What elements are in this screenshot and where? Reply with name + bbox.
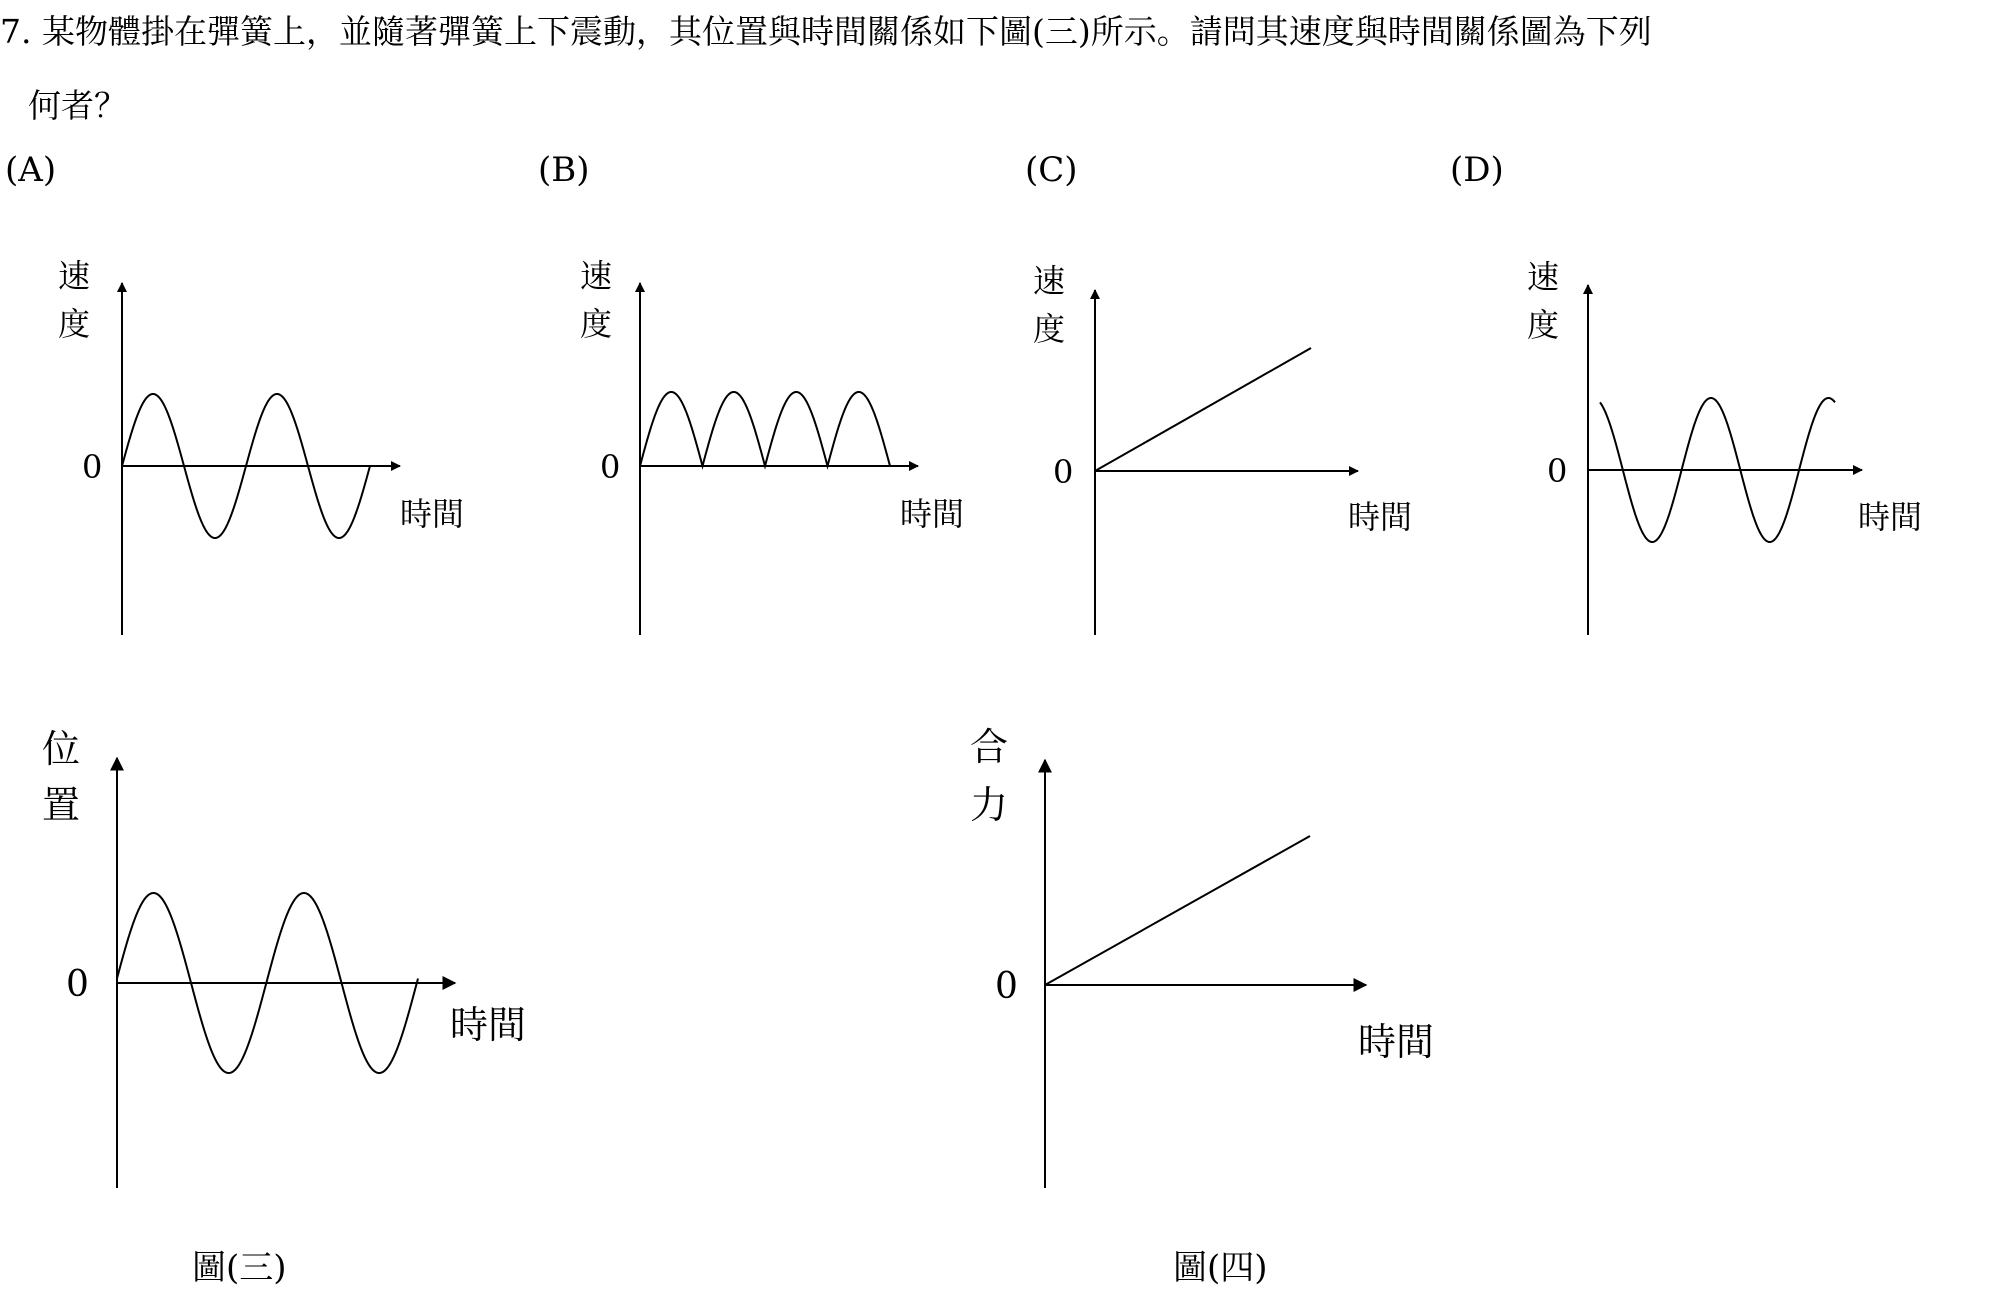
graph-b-curve [640,392,890,466]
graph-c-ylabel-2: 度 [1033,310,1066,348]
figure3-graph [42,727,526,1188]
graph-b-ylabel-2: 度 [580,305,613,343]
question-text: 7. 某物體掛在彈簧上，並隨著彈簧上下震動，其位置與時間關係如下圖(三)所示。請問其速度與時間關係圖為下列 [0,12,1652,51]
graph-a-ylabel-1: 速 [58,257,91,295]
figure3-ylabel-2: 置 [42,783,81,827]
figure3-ylabel-1: 位 [42,727,81,771]
graph-c-line [1095,348,1311,471]
figure4-ylabel-2: 力 [970,783,1009,827]
graph-d-xlabel: 時間 [1858,498,1923,536]
graph-b-xlabel: 時間 [900,495,965,533]
figure4-origin: 0 [995,966,1018,1007]
graph-b[interactable] [580,257,964,635]
option-c-label[interactable]: (C) [1025,150,1078,190]
graph-d[interactable] [1527,258,1922,635]
graph-b-ylabel-1: 速 [580,257,613,295]
graph-d-ylabel-2: 度 [1527,306,1560,344]
figure4-line [1045,836,1310,985]
graph-c-origin: 0 [1053,453,1074,491]
figure3-xlabel: 時間 [450,1003,527,1047]
graph-b-origin: 0 [600,448,621,486]
figure4-ylabel-1: 合 [970,725,1009,769]
option-b-label[interactable]: (B) [538,150,590,190]
graph-d-origin: 0 [1547,452,1568,490]
option-d-label[interactable]: (D) [1450,150,1504,190]
graph-c-xlabel: 時間 [1348,498,1413,536]
graph-a[interactable] [58,257,464,635]
graph-a-xlabel: 時間 [400,495,465,533]
graph-a-ylabel-2: 度 [58,305,91,343]
question-text-continued: 何者？ [28,86,127,125]
figure4-xlabel: 時間 [1358,1020,1435,1064]
figure4-graph [970,725,1434,1188]
figure3-origin: 0 [66,964,89,1005]
graph-c[interactable] [1033,262,1412,635]
figure4-caption: 圖(四) [1173,1248,1268,1288]
graph-a-origin: 0 [82,448,103,486]
option-a-label[interactable]: (A) [5,150,57,190]
graph-d-ylabel-1: 速 [1527,258,1560,296]
graph-c-ylabel-1: 速 [1033,262,1066,300]
figure3-caption: 圖(三) [192,1248,287,1288]
